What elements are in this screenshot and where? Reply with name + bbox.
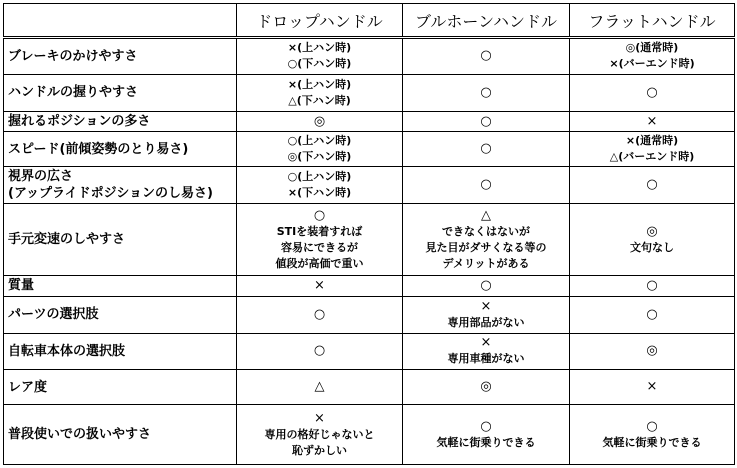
cell-drop — [237, 370, 403, 405]
row-label-line: 手元変速のしやすさ — [8, 232, 126, 248]
cell-note: △(バーエンド時) — [609, 150, 695, 164]
rating-symbol: ○ — [313, 306, 326, 322]
cell-flat — [570, 276, 735, 297]
cell-note: △(下ハン時) — [288, 93, 351, 107]
cell-note: 専用車種がない — [447, 352, 525, 366]
cell-bullhorn — [403, 204, 570, 276]
cell-flat — [570, 204, 735, 276]
cell-note: できなくはないが — [442, 224, 530, 238]
row-label — [4, 167, 237, 204]
cell-note: 専用の格好じゃないと — [264, 427, 375, 441]
cell-bullhorn — [403, 296, 570, 333]
cell-note: 文句なし — [630, 240, 674, 254]
rating-symbol: × — [480, 298, 492, 314]
table-row — [4, 405, 735, 465]
cell-note: 容易にできるが — [281, 240, 358, 254]
header-row — [4, 4, 735, 38]
rating-symbol: ○ — [646, 277, 658, 293]
rating-symbol: ○ — [480, 177, 492, 193]
cell-flat — [570, 111, 735, 132]
rating-symbol: △ — [481, 207, 491, 223]
cell-drop — [237, 276, 403, 297]
cell-bullhorn — [403, 167, 570, 204]
table-row — [4, 132, 735, 167]
row-label — [4, 333, 237, 370]
cell-flat — [570, 405, 735, 465]
row-label — [4, 38, 237, 75]
rating-symbol: × — [314, 410, 325, 426]
cell-drop — [237, 132, 403, 167]
cell-note: ×(上ハン時) — [287, 41, 352, 55]
row-label-line: 質量 — [8, 278, 35, 294]
table-row — [4, 370, 735, 405]
table-row — [4, 111, 735, 132]
row-label-line: スピード(前傾姿勢のとり易さ) — [8, 141, 189, 157]
rating-symbol: ◎ — [646, 343, 658, 359]
rating-symbol: ○ — [480, 418, 492, 434]
cell-drop — [237, 333, 403, 370]
row-label — [4, 111, 237, 132]
cell-flat — [570, 38, 735, 75]
cell-flat — [570, 167, 735, 204]
cell-flat — [570, 132, 735, 167]
cell-note: ×(バーエンド時) — [609, 57, 695, 71]
table-row — [4, 74, 735, 111]
rating-symbol: ○ — [313, 207, 326, 223]
cell-note: 値段が高価で重い — [275, 256, 364, 270]
table-row — [4, 276, 735, 297]
cell-note: STIを装着すれば — [276, 224, 363, 238]
rating-symbol: × — [646, 113, 658, 129]
row-label — [4, 204, 237, 276]
cell-note: ×(通常時) — [625, 134, 679, 148]
row-label — [4, 276, 237, 297]
column-header-drop: ドロップハンドル — [237, 4, 403, 38]
table-row — [4, 333, 735, 370]
cell-bullhorn — [403, 38, 570, 75]
row-label-line: ブレーキのかけやすさ — [8, 48, 138, 64]
rating-symbol: ○ — [480, 84, 492, 100]
row-label — [4, 132, 237, 167]
row-label-line: (アップライドポジションのし易さ) — [8, 186, 213, 202]
row-label-line: 自転車本体の選択肢 — [8, 343, 126, 359]
cell-bullhorn — [403, 333, 570, 370]
row-label-line: 握れるポジションの多さ — [8, 114, 151, 130]
cell-note: 気軽に街乗りできる — [602, 435, 702, 449]
row-label-line: 視界の広さ — [8, 169, 74, 185]
cell-note: ◎(通常時) — [625, 41, 679, 55]
cell-drop — [237, 111, 403, 132]
rating-symbol: ○ — [646, 418, 658, 434]
cell-flat — [570, 296, 735, 333]
cell-drop — [237, 74, 403, 111]
row-label-line: レア度 — [8, 379, 48, 395]
table-row — [4, 167, 735, 204]
cell-drop — [237, 296, 403, 333]
cell-drop — [237, 167, 403, 204]
cell-note: ◎(下ハン時) — [287, 150, 352, 164]
rating-symbol: ◎ — [313, 113, 326, 129]
rating-symbol: ○ — [480, 141, 492, 157]
column-header-bullhorn: ブルホーンハンドル — [403, 4, 570, 38]
cell-note: ×(下ハン時) — [287, 186, 352, 200]
row-label — [4, 74, 237, 111]
cell-note: ×(上ハン時) — [287, 77, 352, 91]
comparison-table — [3, 3, 735, 465]
rating-symbol: △ — [314, 379, 325, 395]
cell-flat — [570, 333, 735, 370]
rating-symbol: ○ — [480, 113, 492, 129]
cell-note: 見た目がダサくなる等の — [425, 240, 547, 254]
cell-note: ○(上ハン時) — [287, 134, 352, 148]
cell-bullhorn — [403, 276, 570, 297]
row-label-line: 普段使いでの扱いやすさ — [8, 427, 152, 443]
cell-drop — [237, 405, 403, 465]
cell-bullhorn — [403, 132, 570, 167]
rating-symbol: ◎ — [480, 379, 492, 395]
cell-bullhorn — [403, 370, 570, 405]
rating-symbol: ○ — [646, 306, 658, 322]
row-label-line: パーツの選択肢 — [8, 307, 99, 323]
cell-flat — [570, 370, 735, 405]
cell-note: 気軽に街乗りできる — [436, 435, 536, 449]
rating-symbol: × — [314, 277, 325, 293]
row-label — [4, 296, 237, 333]
table-body — [4, 38, 735, 465]
cell-note: 恥ずかしい — [292, 443, 347, 457]
rating-symbol: ◎ — [646, 223, 658, 239]
cell-note: ○(下ハン時) — [287, 57, 352, 71]
table-row — [4, 204, 735, 276]
rating-symbol: ○ — [646, 84, 658, 100]
cell-bullhorn — [403, 405, 570, 465]
row-label — [4, 405, 237, 465]
table-row — [4, 296, 735, 333]
cell-bullhorn — [403, 111, 570, 132]
cell-note: 専用部品がない — [447, 315, 525, 329]
column-header-flat: フラットハンドル — [570, 4, 735, 38]
row-label-line: ハンドルの握りやすさ — [8, 85, 139, 101]
cell-note: ○(上ハン時) — [287, 170, 352, 184]
rating-symbol: ○ — [480, 277, 492, 293]
cell-drop — [237, 38, 403, 75]
row-label — [4, 370, 237, 405]
cell-drop — [237, 204, 403, 276]
cell-flat — [570, 74, 735, 111]
rating-symbol: × — [646, 379, 658, 395]
cell-note: デメリットがある — [442, 256, 530, 270]
rating-symbol: ○ — [480, 48, 492, 64]
rating-symbol: ○ — [313, 343, 326, 359]
header-corner — [4, 4, 237, 38]
cell-bullhorn — [403, 74, 570, 111]
rating-symbol: × — [480, 335, 492, 351]
rating-symbol: ○ — [646, 177, 658, 193]
table-row — [4, 38, 735, 75]
